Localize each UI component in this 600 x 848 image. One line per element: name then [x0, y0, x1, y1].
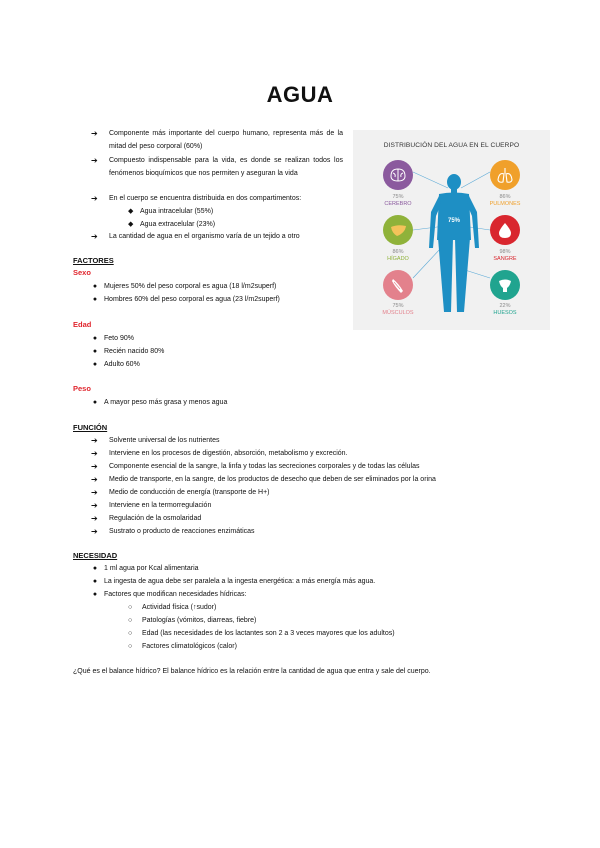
factor-item: Edad (las necesidades de los lactantes son 2 a 3 veces mayores que los adultos) — [142, 630, 395, 637]
water-distribution-infographic — [353, 130, 550, 330]
organ-percent: 75% — [392, 303, 404, 309]
list-item — [128, 206, 213, 219]
list-item — [91, 513, 201, 526]
arrow-icon: ➔ — [91, 475, 98, 484]
funcion-item: Interviene en los procesos de digestión, absorción, metabolismo y excreción. — [109, 450, 348, 457]
sexo-item: Hombres 60% del peso corporal es agua (23 l/m2superf) — [104, 296, 280, 303]
organ-name: PULMONES — [489, 201, 521, 207]
list-item — [128, 219, 215, 232]
organ-name: SANGRE — [493, 256, 517, 262]
list-item — [91, 500, 211, 513]
arrow-icon: ➔ — [91, 501, 98, 510]
bullet-icon: ● — [92, 565, 98, 572]
list-item — [86, 359, 140, 372]
organ-percent: 22% — [499, 303, 511, 309]
organ-percent: 86% — [499, 194, 511, 200]
list-item — [91, 487, 270, 500]
list-item — [91, 526, 255, 539]
intro-item: En el cuerpo se encuentra distribuida en dos compartimentos: — [109, 195, 302, 202]
arrow-icon: ➔ — [91, 527, 98, 536]
bones-icon — [490, 270, 520, 300]
factor-item: Factores climatológicos (calor) — [142, 643, 237, 650]
list-item — [86, 576, 375, 589]
list-item — [86, 346, 164, 359]
funcion-item: Solvente universal de los nutrientes — [109, 437, 220, 444]
diamond-bullet-icon: ◆ — [128, 208, 134, 215]
bullet-icon: ● — [92, 296, 98, 303]
list-item — [128, 615, 256, 628]
organ-percent: 75% — [392, 194, 404, 200]
organ-name: HÍGADO — [387, 256, 409, 262]
compartment-item: Agua intracelular (55%) — [140, 208, 214, 215]
subheading-edad: Edad — [73, 320, 92, 329]
intro-item: Compuesto indispensable para la vida, es donde se realizan todos los fenómenos bioquímicos que nos permiten y aseguran la vida — [109, 157, 343, 177]
section-heading-funcion: FUNCIÓN — [73, 423, 108, 432]
infographic-title: DISTRIBUCIÓN DEL AGUA EN EL CUERPO — [383, 142, 520, 149]
organ-label — [483, 194, 527, 208]
bullet-icon: ● — [92, 335, 98, 342]
funcion-item: Regulación de la osmolaridad — [109, 515, 202, 522]
organ-name: MÚSCULOS — [382, 310, 414, 316]
list-item — [86, 589, 246, 602]
list-item — [86, 294, 280, 307]
balance-paragraph: ¿Qué es el balance hídrico? El balance hídrico es la relación entre la cantidad de agua que entra y sale del cuerpo. — [73, 668, 431, 675]
intro-item: Componente más importante del cuerpo humano, representa más de la mitad del peso corporal (60%) — [109, 130, 343, 150]
sexo-item: Mujeres 50% del peso corporal es agua (18 l/m2superf) — [104, 283, 277, 290]
circle-bullet-icon: ○ — [128, 643, 133, 650]
funcion-item: Interviene en la termorregulación — [109, 502, 212, 509]
funcion-item: Componente esencial de la sangre, la linfa y todas las secreciones corporales y de todas las células — [109, 463, 420, 470]
organ-label — [483, 249, 527, 263]
muscle-icon — [383, 270, 413, 300]
list-item — [128, 602, 216, 615]
section-heading-factores: FACTORES — [73, 256, 114, 265]
list-item — [91, 474, 436, 487]
arrow-icon: ➔ — [91, 488, 98, 497]
organ-name: CEREBRO — [384, 201, 412, 207]
organ-percent: 86% — [392, 249, 404, 255]
edad-item: Feto 90% — [104, 335, 134, 342]
circle-bullet-icon: ○ — [128, 604, 133, 611]
list-item — [128, 641, 237, 654]
necesidad-item: Factores que modifican necesidades hídricas: — [104, 591, 247, 598]
organ-name: HUESOS — [493, 310, 517, 316]
list-item — [91, 231, 351, 244]
compartment-item: Agua extracelular (23%) — [140, 221, 216, 228]
body-percent: 75% — [447, 218, 461, 224]
organ-percent: 98% — [499, 249, 511, 255]
list-item — [91, 435, 220, 448]
factor-item: Actividad física (↑sudor) — [142, 604, 217, 611]
funcion-item: Medio de transporte, en la sangre, de los productos de desecho que deben de ser eliminados por la orina — [109, 476, 436, 483]
factor-item: Patologías (vómitos, diarreas, fiebre) — [142, 617, 257, 624]
diamond-bullet-icon: ◆ — [128, 221, 134, 228]
bullet-icon: ● — [92, 283, 98, 290]
arrow-icon: ➔ — [91, 194, 98, 203]
list-item — [91, 448, 348, 461]
circle-bullet-icon: ○ — [128, 630, 133, 637]
bullet-icon: ● — [92, 361, 98, 368]
list-item — [91, 128, 343, 153]
funcion-item: Sustrato o producto de reacciones enzimáticas — [109, 528, 255, 535]
list-item — [91, 155, 343, 180]
organ-label — [376, 194, 420, 208]
arrow-icon: ➔ — [91, 129, 98, 138]
blood-drop-icon — [490, 215, 520, 245]
funcion-item: Medio de conducción de energía (transporte de H+) — [109, 489, 270, 496]
list-item — [86, 281, 276, 294]
list-item — [128, 628, 395, 641]
necesidad-item: La ingesta de agua debe ser paralela a la ingesta energética: a más energía más agua. — [104, 578, 376, 585]
organ-label — [376, 249, 420, 263]
intro-item: La cantidad de agua en el organismo varía de un tejido a otro — [109, 233, 300, 240]
bullet-icon: ● — [92, 348, 98, 355]
organ-label — [483, 303, 527, 317]
liver-icon — [383, 215, 413, 245]
page-title: AGUA — [266, 82, 334, 107]
circle-bullet-icon: ○ — [128, 617, 133, 624]
human-body-icon — [429, 174, 479, 312]
edad-item: Recién nacido 80% — [104, 348, 165, 355]
lungs-icon — [490, 160, 520, 190]
arrow-icon: ➔ — [91, 449, 98, 458]
arrow-icon: ➔ — [91, 156, 98, 165]
bullet-icon: ● — [92, 591, 98, 598]
list-item — [86, 563, 199, 576]
arrow-icon: ➔ — [91, 436, 98, 445]
subheading-sexo: Sexo — [73, 268, 91, 277]
arrow-icon: ➔ — [91, 462, 98, 471]
subheading-peso: Peso — [73, 384, 91, 393]
organ-label — [376, 303, 420, 317]
list-item — [86, 397, 227, 410]
list-item — [86, 333, 134, 346]
section-heading-necesidad: NECESIDAD — [73, 551, 118, 560]
arrow-icon: ➔ — [91, 232, 98, 241]
peso-item: A mayor peso más grasa y menos agua — [104, 399, 228, 406]
necesidad-item: 1 ml agua por Kcal alimentaria — [104, 565, 199, 572]
brain-icon — [383, 160, 413, 190]
bullet-icon: ● — [92, 578, 98, 585]
edad-item: Adulto 60% — [104, 361, 140, 368]
list-item — [91, 461, 420, 474]
list-item — [91, 193, 351, 206]
arrow-icon: ➔ — [91, 514, 98, 523]
bullet-icon: ● — [92, 399, 98, 406]
